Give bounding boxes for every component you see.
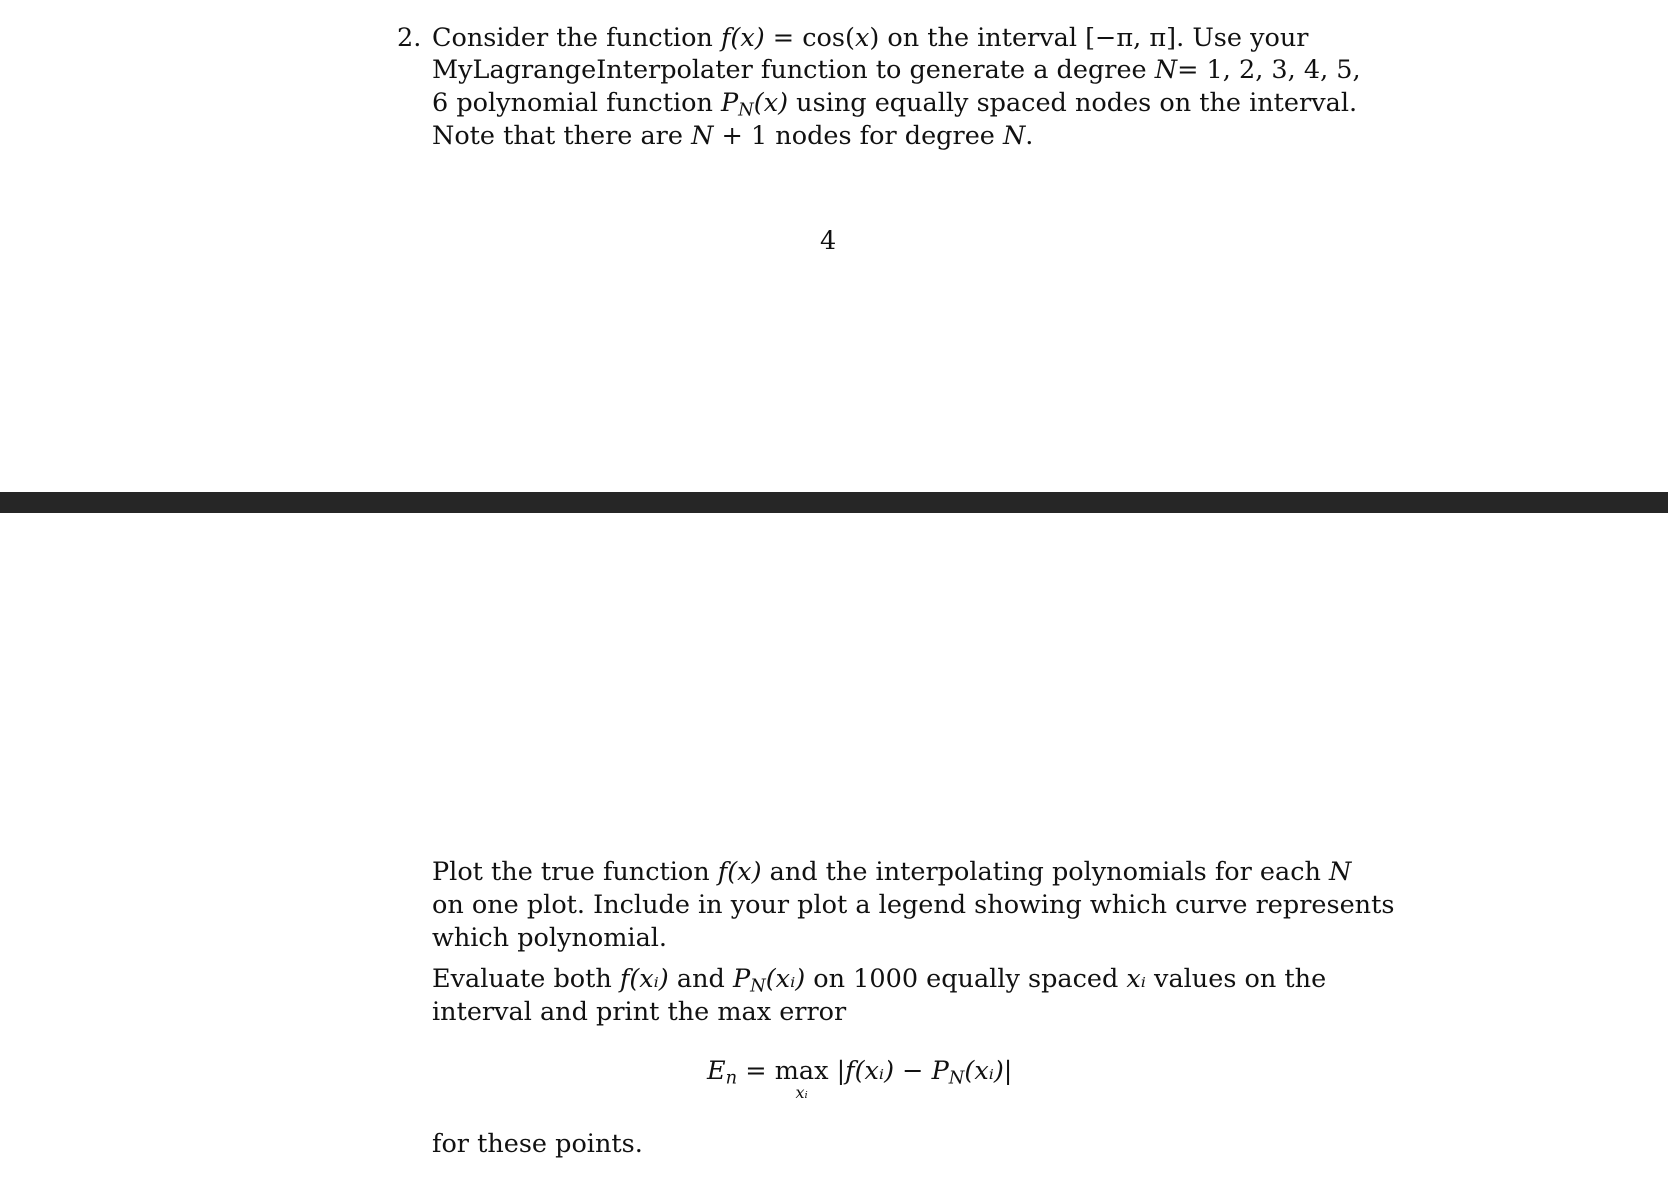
closing-text: for these points. bbox=[432, 1129, 643, 1159]
plot-instructions-line-1: Plot the true function f(x) and the interpolating polynomials for each N bbox=[432, 857, 1352, 887]
plot-instructions-line-2: on one plot. Include in your plot a legend showing which curve represents bbox=[432, 890, 1395, 920]
problem-line-3: 6 polynomial function $P_N(x)$ using equally spaced nodes on the interval. bbox=[432, 88, 1358, 121]
problem-line-1: Consider the function f(x) = cos(x) on the interval [−π, π]. Use your bbox=[432, 23, 1309, 53]
max-error-equation: $E_n = \max$ xᵢ |f(xᵢ) − $P_N(xᵢ)|$ bbox=[707, 1056, 1013, 1102]
page-number: 4 bbox=[820, 226, 837, 256]
problem-line-2: MyLagrangeInterpolater function to generate a degree N= 1, 2, 3, 4, 5, bbox=[432, 55, 1361, 85]
page-break-divider bbox=[0, 492, 1668, 513]
evaluate-line-1: Evaluate both f(xᵢ) and $P_N(xᵢ)$ on 1000 equally spaced xᵢ values on the bbox=[432, 964, 1327, 997]
plot-instructions-line-3: which polynomial. bbox=[432, 923, 668, 953]
evaluate-line-2: interval and print the max error bbox=[432, 997, 847, 1027]
problem-line-4: Note that there are N + 1 nodes for degree N. bbox=[432, 121, 1034, 151]
problem-number: 2. bbox=[397, 23, 422, 53]
